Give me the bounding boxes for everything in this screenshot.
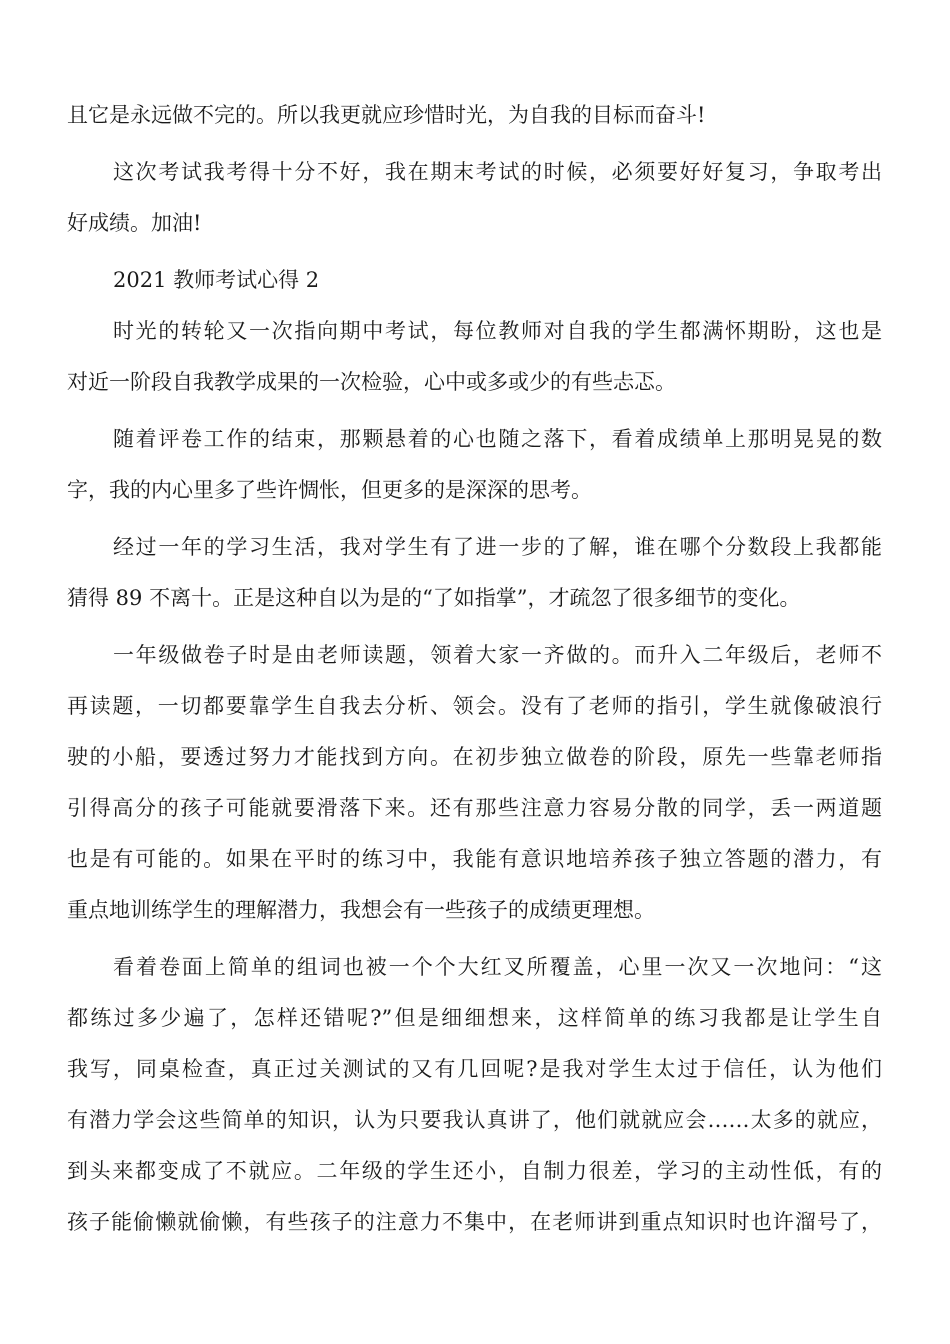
text-line: 再读题，一切都要靠学生自我去分析、领会。没有了老师的指引，学生就像破浪行	[67, 694, 882, 718]
text-line: 经过一年的学习生活，我对学生有了进一步的了解，谁在哪个分数段上我都能	[113, 535, 882, 559]
text-line: 字，我的内心里多了些许惆怅，但更多的是深深的思考。	[67, 478, 592, 502]
text-line: 看着卷面上简单的组词也被一个个大红叉所覆盖，心里一次又一次地问：“这	[113, 955, 882, 979]
text-line: 有潜力学会这些简单的知识，认为只要我认真讲了，他们就就应会……太多的就应，	[67, 1108, 882, 1132]
text-line: 好成绩。加油!	[67, 211, 202, 235]
text-line: 随着评卷工作的结束，那颗悬着的心也随之落下，看着成绩单上那明晃晃的数	[113, 427, 882, 451]
text-line: 时光的转轮又一次指向期中考试，每位教师对自我的学生都满怀期盼，这也是	[113, 319, 882, 343]
text-line: 这次考试我考得十分不好，我在期末考试的时候，必须要好好复习，争取考出	[113, 160, 882, 184]
text-line: 我写，同桌检查，真正过关测试的又有几回呢?是我对学生太过于信任，认为他们	[67, 1057, 882, 1081]
section-heading: 2021 教师考试心得 2	[113, 268, 320, 292]
text-line: 猜得 89 不离十。正是这种自以为是的“了如指掌”，才疏忽了很多细节的变化。	[67, 586, 801, 610]
document-body	[67, 90, 882, 1248]
text-line: 重点地训练学生的理解潜力，我想会有一些孩子的成绩更理想。	[67, 898, 655, 922]
text-line: 驶的小船，要透过努力才能找到方向。在初步独立做卷的阶段，原先一些靠老师指	[67, 745, 882, 769]
text-line: 且它是永远做不完的。所以我更就应珍惜时光，为自我的目标而奋斗!	[67, 103, 706, 127]
text-line: 孩子能偷懒就偷懒，有些孩子的注意力不集中，在老师讲到重点知识时也许溜号了，	[67, 1210, 882, 1234]
text-line: 也是有可能的。如果在平时的练习中，我能有意识地培养孩子独立答题的潜力，有	[67, 847, 882, 871]
text-line: 对近一阶段自我教学成果的一次检验，心中或多或少的有些忐忑。	[67, 370, 676, 394]
text-line: 引得高分的孩子可能就要滑落下来。还有那些注意力容易分散的同学，丢一两道题	[67, 796, 882, 820]
text-line: 都练过多少遍了，怎样还错呢?”但是细细想来，这样简单的练习我都是让学生自	[67, 1006, 882, 1030]
text-line: 到头来都变成了不就应。二年级的学生还小，自制力很差，学习的主动性低，有的	[67, 1159, 882, 1183]
text-line: 一年级做卷子时是由老师读题，领着大家一齐做的。而升入二年级后，老师不	[113, 643, 882, 667]
